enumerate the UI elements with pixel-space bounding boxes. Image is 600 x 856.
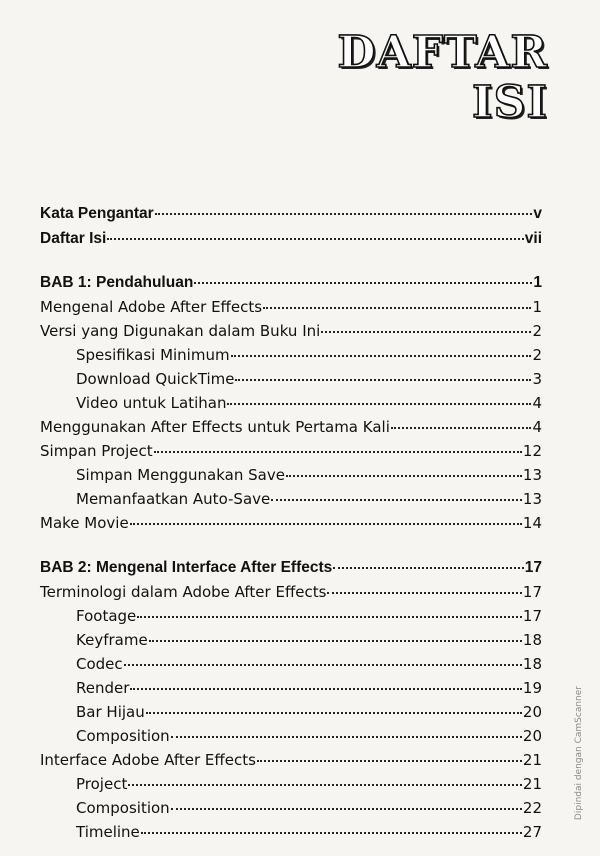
toc-entry-page: 17 xyxy=(524,559,542,576)
toc-entry-label: Make Movie xyxy=(40,514,129,532)
toc-entry xyxy=(76,606,542,626)
toc-leader xyxy=(235,379,531,381)
toc-leader xyxy=(141,832,522,834)
toc-entry-label: Interface Adobe After Effects xyxy=(40,751,256,769)
toc-leader xyxy=(171,808,522,810)
toc-entry-page: 3 xyxy=(532,370,542,388)
page-title-line-1: DAFTAR xyxy=(337,27,548,78)
toc-entry-label: Daftar Isi xyxy=(40,230,107,247)
toc-leader xyxy=(128,784,522,786)
toc-entry-label: Versi yang Digunakan dalam Buku Ini xyxy=(40,322,321,340)
toc-entry-label: Spesifikasi Minimum xyxy=(76,346,230,364)
toc-entry-page: 20 xyxy=(522,703,542,721)
toc-entry-label: Terminologi dalam Adobe After Effects xyxy=(40,583,327,601)
toc-leader xyxy=(321,331,531,333)
toc-entry-page: 22 xyxy=(522,799,542,817)
toc-leader xyxy=(124,664,522,666)
toc-entry-page: 12 xyxy=(522,442,542,460)
toc-entry-label: Project xyxy=(76,775,128,793)
toc-entry-page: v xyxy=(533,205,542,222)
toc-entry-label: Mengenal Adobe After Effects xyxy=(40,298,263,316)
toc-leader xyxy=(107,238,523,240)
toc-entry xyxy=(40,229,542,249)
toc-leader xyxy=(333,567,523,569)
toc-entry xyxy=(76,774,542,794)
toc-leader xyxy=(231,355,532,357)
toc-entry-label: Memanfaatkan Auto-Save xyxy=(76,490,271,508)
toc-leader xyxy=(149,640,522,642)
toc-entry-page: vii xyxy=(524,230,542,247)
scanner-watermark: Dipindai dengan CamScanner xyxy=(574,685,584,820)
toc-entry xyxy=(40,417,542,437)
toc-entry-page: 4 xyxy=(532,418,542,436)
toc-entry-label: Kata Pengantar xyxy=(40,205,154,222)
toc-entry xyxy=(40,273,542,293)
toc-entry-page: 13 xyxy=(522,490,542,508)
toc-entry xyxy=(76,465,542,485)
toc-entry-page: 18 xyxy=(522,655,542,673)
toc-entry xyxy=(76,798,542,818)
toc-entry xyxy=(40,441,542,461)
toc-entry xyxy=(76,822,542,842)
toc-entry-label: BAB 1: Pendahuluan xyxy=(40,274,194,291)
toc-entry-page: 21 xyxy=(522,751,542,769)
toc-entry-page: 20 xyxy=(522,727,542,745)
toc-entry-page: 27 xyxy=(522,823,542,841)
toc-entry-label: Simpan Menggunakan Save xyxy=(76,466,285,484)
toc-entry-label: Menggunakan After Effects untuk Pertama Kali xyxy=(40,418,390,436)
toc-leader xyxy=(155,213,533,215)
toc-entry xyxy=(76,393,542,413)
toc-leader xyxy=(286,475,522,477)
toc-entry-label: BAB 2: Mengenal Interface After Effects xyxy=(40,559,333,576)
toc-entry-label: Download QuickTime xyxy=(76,370,235,388)
toc-entry-label: Composition xyxy=(76,727,170,745)
toc-entry xyxy=(76,678,542,698)
toc-entry-page: 19 xyxy=(522,679,542,697)
toc-entry-page: 17 xyxy=(522,607,542,625)
toc-entry xyxy=(40,321,542,341)
toc-leader xyxy=(257,760,522,762)
toc-entry xyxy=(76,654,542,674)
toc-leader xyxy=(391,427,532,429)
toc-leader xyxy=(227,403,531,405)
toc-entry-page: 1 xyxy=(532,298,542,316)
toc-entry xyxy=(76,726,542,746)
toc-entry-page: 2 xyxy=(532,346,542,364)
toc-leader xyxy=(171,736,522,738)
page-title-line-2: ISI xyxy=(472,77,548,128)
toc-entry xyxy=(40,582,542,602)
toc-entry xyxy=(76,702,542,722)
toc-leader xyxy=(146,712,522,714)
toc-leader xyxy=(194,282,532,284)
toc-leader xyxy=(263,307,531,309)
toc-entry-page: 18 xyxy=(522,631,542,649)
toc-entry-label: Video untuk Latihan xyxy=(76,394,227,412)
toc-leader xyxy=(271,499,522,501)
toc-entry xyxy=(40,204,542,224)
toc-entry xyxy=(76,630,542,650)
toc-entry-page: 17 xyxy=(522,583,542,601)
toc-entry xyxy=(76,369,542,389)
toc-entry xyxy=(40,513,542,533)
toc-leader xyxy=(154,451,522,453)
toc-leader xyxy=(327,592,521,594)
toc-entry-label: Render xyxy=(76,679,130,697)
toc-leader xyxy=(130,688,522,690)
toc-entry xyxy=(40,558,542,578)
toc-leader xyxy=(137,616,522,618)
toc-entry-label: Codec xyxy=(76,655,123,673)
toc-leader xyxy=(130,523,522,525)
toc-entry xyxy=(40,750,542,770)
toc-entry xyxy=(40,297,542,317)
toc-entry-label: Footage xyxy=(76,607,137,625)
toc-entry xyxy=(76,489,542,509)
toc-entry-page: 21 xyxy=(522,775,542,793)
toc-entry-page: 4 xyxy=(532,394,542,412)
toc-entry-label: Timeline xyxy=(76,823,140,841)
toc-entry-label: Bar Hijau xyxy=(76,703,145,721)
toc-entry-page: 1 xyxy=(533,274,542,291)
toc-entry-page: 14 xyxy=(522,514,542,532)
toc-entry-label: Keyframe xyxy=(76,631,148,649)
toc-entry-page: 2 xyxy=(532,322,542,340)
toc-entry-label: Simpan Project xyxy=(40,442,153,460)
toc-entry xyxy=(76,345,542,365)
toc-entry-label: Composition xyxy=(76,799,170,817)
toc-entry-page: 13 xyxy=(522,466,542,484)
page-title xyxy=(337,28,548,128)
